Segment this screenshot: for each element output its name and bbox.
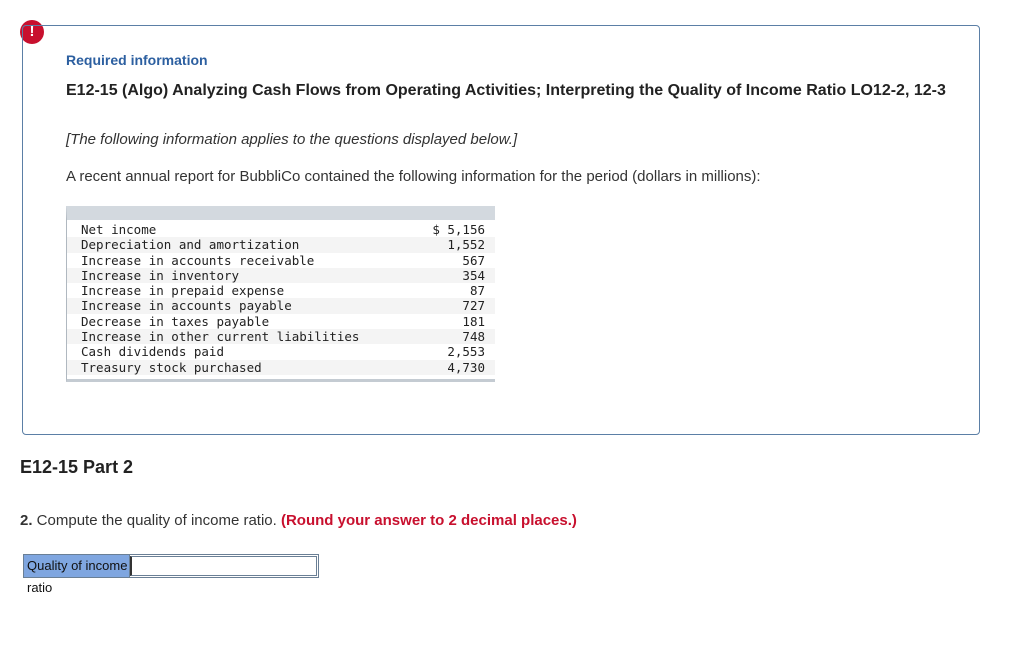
row-amount: 354 [462,267,485,283]
question-text: Compute the quality of income ratio. [32,512,281,529]
table-row [67,360,495,375]
exercise-title: E12-15 (Algo) Analyzing Cash Flows from Operating Activities; Interpreting the Quality of Income Ratio LO12-2, 12-3 [66,82,946,99]
required-information-heading: Required information [66,52,208,68]
financial-data-table [66,206,495,382]
row-label: Increase in other current liabilities [81,329,360,345]
question [20,512,577,529]
row-amount: 1,552 [447,237,485,253]
answer-row [23,554,319,595]
table-row [67,329,495,344]
rounding-hint: (Round your answer to 2 decimal places.) [280,512,577,529]
row-amount: 4,730 [447,359,485,375]
alert-icon: ! [20,20,44,44]
table-row [67,268,495,283]
table-row [67,314,495,329]
question-number: 2. [20,512,33,529]
row-amount: $ 5,156 [432,222,485,237]
table-row [67,237,495,252]
row-label: Increase in prepaid expense [81,283,285,299]
part-title: E12-15 Part 2 [20,457,134,477]
table-row [67,253,495,268]
quality-of-income-ratio-input[interactable] [130,556,317,576]
table-row [67,283,495,298]
row-label: Increase in accounts payable [81,298,292,314]
row-amount: 567 [462,252,485,268]
row-amount: 181 [462,313,485,329]
answer-label: Quality of income ratio [24,555,130,577]
row-amount: 727 [462,298,485,314]
table-row [67,298,495,313]
row-label: Decrease in taxes payable [81,313,270,329]
applies-note: [The following information applies to the questions displayed below.] [66,131,518,148]
row-amount: 2,553 [447,344,485,360]
required-information-panel [22,25,980,435]
row-amount: 748 [462,329,485,345]
table-row [67,344,495,359]
row-label: Increase in accounts receivable [81,252,315,268]
row-amount: 87 [469,283,485,299]
row-label: Treasury stock purchased [81,359,262,375]
row-label: Cash dividends paid [81,344,224,360]
intro-text: A recent annual report for BubbliCo contained the following information for the period (dollars in millions): [66,168,761,185]
row-label: Increase in inventory [81,267,240,283]
row-label: Depreciation and amortization [81,237,300,253]
row-label: Net income [81,222,157,237]
table-row [67,222,495,237]
